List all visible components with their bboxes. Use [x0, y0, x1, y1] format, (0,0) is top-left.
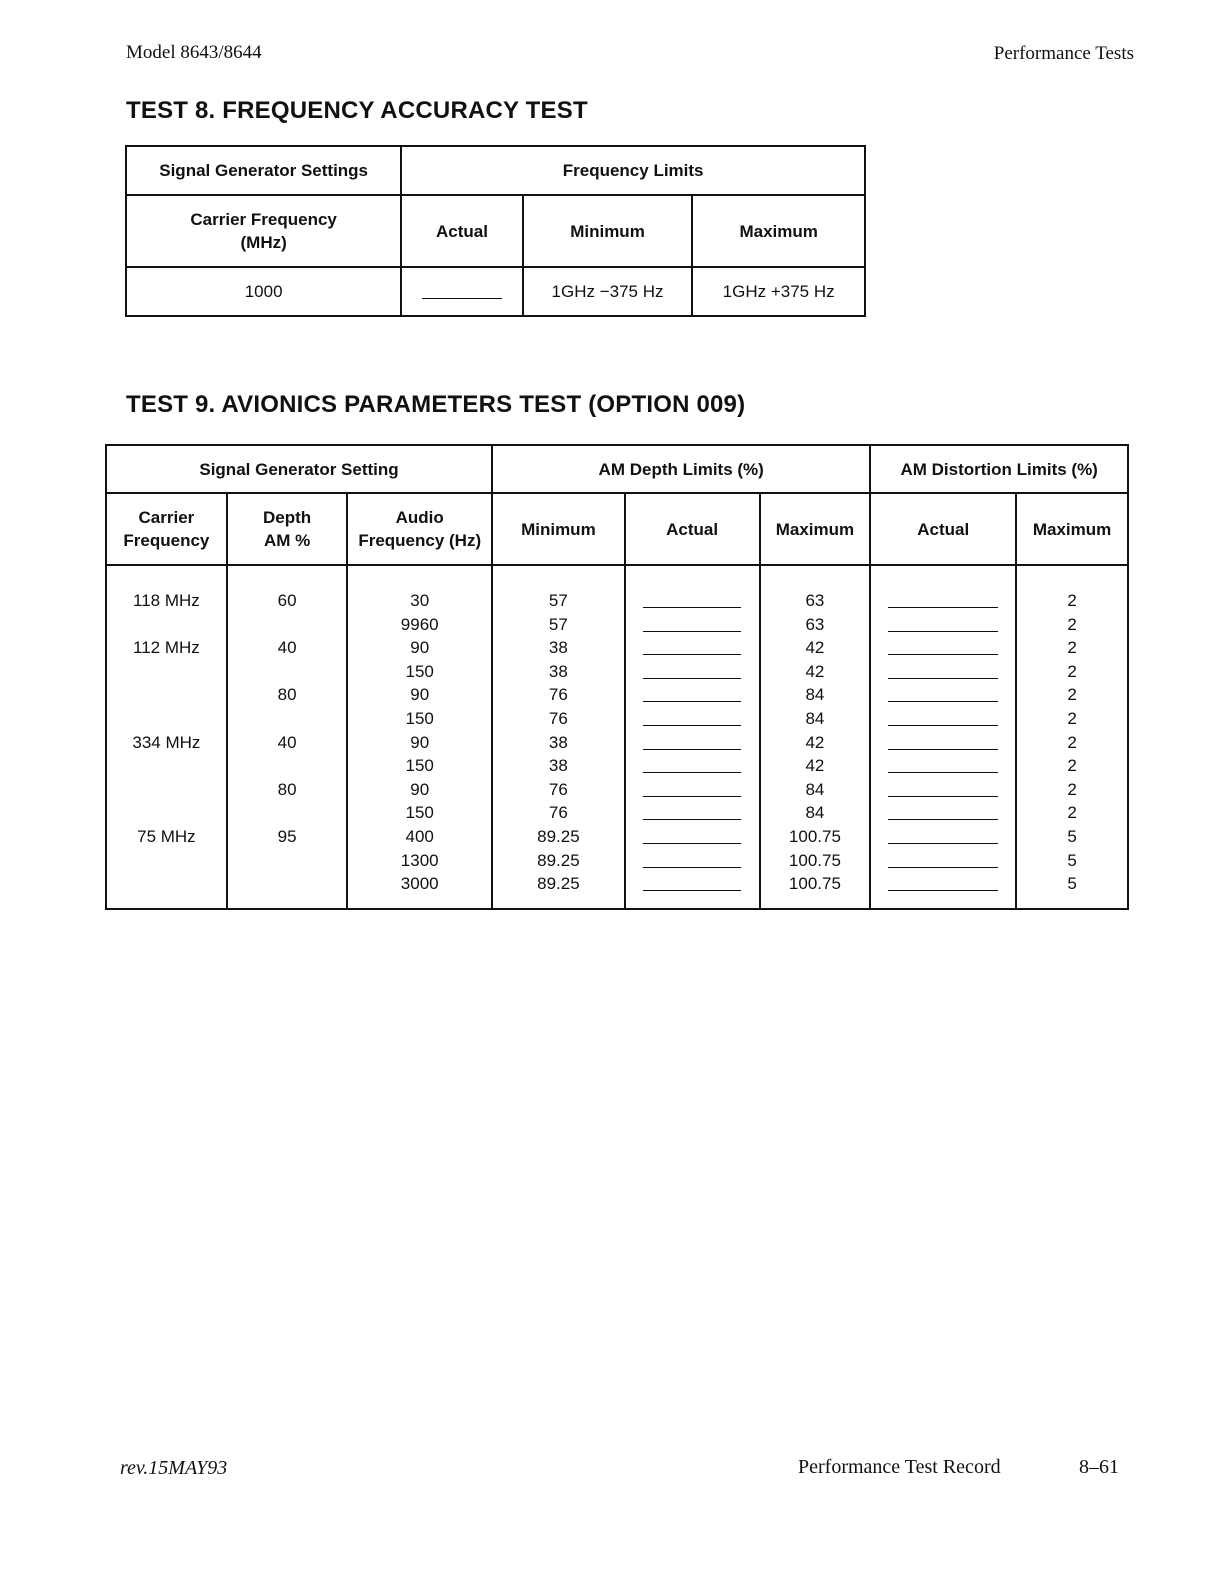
entry-line — [626, 872, 759, 896]
entry-line — [626, 636, 759, 660]
entry-underline — [643, 619, 741, 632]
entry-underline — [643, 784, 741, 797]
entry-underline — [888, 737, 998, 750]
entry-line — [871, 872, 1015, 896]
t9-actual-column[interactable] — [625, 565, 760, 909]
t9-head-distortion: AM Distortion Limits (%) — [870, 445, 1128, 493]
t9-head-depth: AM Depth Limits (%) — [492, 445, 870, 493]
t9-audio-value: 400 — [405, 826, 434, 846]
t9-min-value: 38 — [548, 756, 568, 776]
t9-depth-column — [227, 565, 348, 909]
t9-audio-value: 3000 — [400, 874, 439, 894]
t9-dist_max-value: 5 — [1067, 826, 1077, 846]
t9-dist_max-value: 2 — [1067, 779, 1077, 799]
t8-col-carrier — [126, 195, 401, 267]
t9-max-value: 63 — [805, 614, 825, 634]
t8-col-maximum: Maximum — [692, 195, 865, 267]
entry-line — [871, 683, 1015, 707]
entry-line — [626, 754, 759, 778]
t9-carrier-value: 75 MHz — [137, 826, 196, 846]
t9-carrier-value — [107, 660, 226, 684]
t9-depth-value: 80 — [277, 685, 297, 705]
t9-dist_max-value: 5 — [1067, 850, 1077, 870]
t8-head-settings: Signal Generator Settings — [126, 146, 401, 195]
t9-max-value: 42 — [805, 638, 825, 658]
t9-col-dist-maximum: Maximum — [1016, 493, 1128, 565]
entry-line — [871, 778, 1015, 802]
t9-audio-value: 30 — [410, 591, 430, 610]
t9-min-value: 38 — [548, 732, 568, 752]
footer-revision: rev.15MAY93 — [120, 1457, 228, 1479]
entry-underline — [643, 737, 741, 750]
t9-dist_max-value: 2 — [1067, 732, 1077, 752]
t9-depth-value — [228, 754, 347, 778]
t9-depth-value: 80 — [277, 779, 297, 799]
t9-carrier-value — [107, 872, 226, 896]
test9-title: TEST 9. AVIONICS PARAMETERS TEST (OPTION 009) — [126, 391, 746, 418]
t9-audio-value: 150 — [405, 708, 434, 728]
t9-depth-value — [228, 660, 347, 684]
t9-col-carrier — [106, 493, 227, 565]
t9-carrier-value — [107, 849, 226, 873]
entry-underline — [643, 831, 741, 844]
t9-min-value: 38 — [548, 661, 568, 681]
t9-col-depth-line2: AM % — [263, 531, 311, 550]
t9-col-audio — [347, 493, 492, 565]
t9-min-value: 57 — [548, 614, 568, 634]
t9-audio-value: 150 — [405, 803, 434, 823]
entry-line — [626, 778, 759, 802]
entry-underline — [888, 878, 998, 891]
entry-line — [626, 613, 759, 637]
t9-max-value: 42 — [805, 661, 825, 681]
t8-maximum-value: 1GHz +375 Hz — [692, 267, 865, 316]
t9-carrier-value: 118 MHz — [133, 591, 200, 610]
t9-audio-value: 90 — [410, 685, 430, 705]
t8-col-minimum: Minimum — [523, 195, 693, 267]
t8-col-carrier-line2: (MHz) — [240, 233, 287, 252]
t9-depth-value — [228, 707, 347, 731]
t8-actual-blank[interactable] — [401, 267, 522, 316]
t8-col-actual: Actual — [401, 195, 522, 267]
t9-carrier-value — [107, 613, 226, 637]
entry-underline — [643, 855, 741, 868]
entry-line — [871, 849, 1015, 873]
t9-min-value: 76 — [548, 803, 568, 823]
entry-line — [626, 801, 759, 825]
header-section: Performance Tests — [993, 43, 1134, 64]
entry-line — [871, 801, 1015, 825]
t9-depth-value — [228, 613, 347, 637]
entry-underline — [643, 642, 741, 655]
t9-min-value: 76 — [548, 708, 568, 728]
entry-line — [871, 707, 1015, 731]
t9-audio-column — [347, 565, 492, 909]
entry-underline — [888, 713, 998, 726]
entry-line — [871, 754, 1015, 778]
t9-min-value: 89.25 — [537, 850, 580, 870]
t8-col-carrier-line1: Carrier Frequency — [190, 210, 337, 229]
entry-line — [871, 731, 1015, 755]
entry-underline — [888, 855, 998, 868]
entry-underline — [888, 784, 998, 797]
entry-underline — [888, 689, 998, 702]
entry-line — [871, 636, 1015, 660]
entry-line — [626, 849, 759, 873]
t9-dist-actual-column[interactable] — [870, 565, 1016, 909]
t9-col-dist-actual: Actual — [870, 493, 1016, 565]
t9-carrier-column — [106, 565, 227, 909]
entry-line — [871, 613, 1015, 637]
entry-underline — [643, 807, 741, 820]
t9-carrier-value: 112 MHz — [133, 638, 200, 658]
t9-carrier-value: 334 MHz — [132, 732, 201, 752]
t9-depth-value — [228, 849, 347, 873]
entry-line — [626, 707, 759, 731]
entry-underline — [643, 878, 741, 891]
t9-dist-maximum-column — [1016, 565, 1128, 909]
entry-underline — [643, 760, 741, 773]
t9-depth-value — [228, 801, 347, 825]
t9-col-audio-line1: Audio — [395, 508, 444, 527]
t9-col-minimum: Minimum — [492, 493, 625, 565]
t9-col-actual: Actual — [625, 493, 760, 565]
entry-underline — [888, 760, 998, 773]
entry-line — [422, 286, 502, 299]
t9-max-value: 84 — [805, 779, 825, 799]
t9-dist_max-value: 2 — [1067, 638, 1077, 658]
t9-col-carrier-line2: Frequency — [123, 531, 210, 550]
footer-record-title: Performance Test Record — [798, 1456, 1001, 1478]
t9-audio-value: 90 — [410, 779, 430, 799]
entry-underline — [888, 831, 998, 844]
t9-max-value: 63 — [805, 591, 825, 610]
t9-head-setting: Signal Generator Setting — [106, 445, 492, 493]
t9-min-value: 38 — [548, 638, 568, 658]
entry-line — [626, 825, 759, 849]
header-model: Model 8643/8644 — [126, 42, 262, 63]
entry-underline — [888, 595, 998, 608]
t9-min-value: 89.25 — [537, 826, 580, 846]
t9-min-value: 57 — [548, 591, 568, 610]
t9-audio-value: 150 — [405, 661, 434, 681]
t9-maximum-column — [760, 565, 871, 909]
t9-dist_max-value: 2 — [1067, 591, 1077, 610]
t9-dist_max-value: 5 — [1067, 874, 1077, 894]
entry-underline — [888, 619, 998, 632]
t9-max-value: 100.75 — [788, 874, 841, 894]
t9-depth-value: 60 — [277, 591, 297, 610]
t9-carrier-value — [107, 801, 226, 825]
t9-dist_max-value: 2 — [1067, 614, 1077, 634]
t9-carrier-value — [107, 778, 226, 802]
t9-depth-value: 40 — [277, 732, 297, 752]
t9-max-value: 84 — [805, 685, 825, 705]
t9-dist_max-value: 2 — [1067, 803, 1077, 823]
t9-min-value: 76 — [548, 685, 568, 705]
entry-underline — [888, 666, 998, 679]
entry-underline — [888, 807, 998, 820]
avionics-parameters-table — [105, 444, 1129, 910]
t9-depth-value: 95 — [277, 826, 297, 846]
entry-underline — [643, 666, 741, 679]
entry-underline — [888, 642, 998, 655]
entry-line — [626, 589, 759, 613]
t8-carrier-value: 1000 — [126, 267, 401, 316]
t9-col-audio-line2: Frequency (Hz) — [358, 531, 482, 550]
t9-audio-value: 90 — [410, 638, 430, 658]
t9-dist_max-value: 2 — [1067, 685, 1077, 705]
t9-depth-value: 40 — [277, 638, 297, 658]
t9-max-value: 84 — [805, 803, 825, 823]
frequency-accuracy-table — [125, 145, 866, 317]
entry-line — [626, 731, 759, 755]
t9-minimum-column — [492, 565, 625, 909]
t9-carrier-value — [107, 707, 226, 731]
t8-head-limits: Frequency Limits — [401, 146, 865, 195]
t9-max-value: 42 — [805, 756, 825, 776]
t9-audio-value: 1300 — [400, 850, 439, 870]
t9-max-value: 42 — [805, 732, 825, 752]
entry-line — [871, 660, 1015, 684]
entry-line — [626, 683, 759, 707]
t9-carrier-value — [107, 754, 226, 778]
entry-underline — [643, 689, 741, 702]
entry-line — [871, 825, 1015, 849]
entry-underline — [643, 713, 741, 726]
t9-audio-value: 90 — [410, 732, 430, 752]
t9-depth-value — [228, 872, 347, 896]
t9-carrier-value — [107, 683, 226, 707]
t8-minimum-value: 1GHz −375 Hz — [523, 267, 693, 316]
t9-max-value: 100.75 — [788, 826, 841, 846]
footer-page-number: 8–61 — [1079, 1456, 1119, 1478]
t9-col-maximum: Maximum — [760, 493, 871, 565]
t9-min-value: 89.25 — [537, 874, 580, 894]
t9-col-carrier-line1: Carrier — [138, 508, 195, 527]
entry-underline — [643, 595, 741, 608]
entry-line — [871, 589, 1015, 613]
t9-min-value: 76 — [548, 779, 568, 799]
t9-dist_max-value: 2 — [1067, 756, 1077, 776]
test8-title: TEST 8. FREQUENCY ACCURACY TEST — [126, 97, 588, 124]
t9-audio-value: 150 — [405, 756, 434, 776]
t9-dist_max-value: 2 — [1067, 708, 1077, 728]
t9-col-depth-line1: Depth — [263, 508, 312, 527]
entry-line — [626, 660, 759, 684]
t9-max-value: 100.75 — [788, 850, 841, 870]
t9-dist_max-value: 2 — [1067, 661, 1077, 681]
t9-col-depth — [227, 493, 348, 565]
t9-audio-value: 9960 — [400, 614, 439, 634]
t9-max-value: 84 — [805, 708, 825, 728]
